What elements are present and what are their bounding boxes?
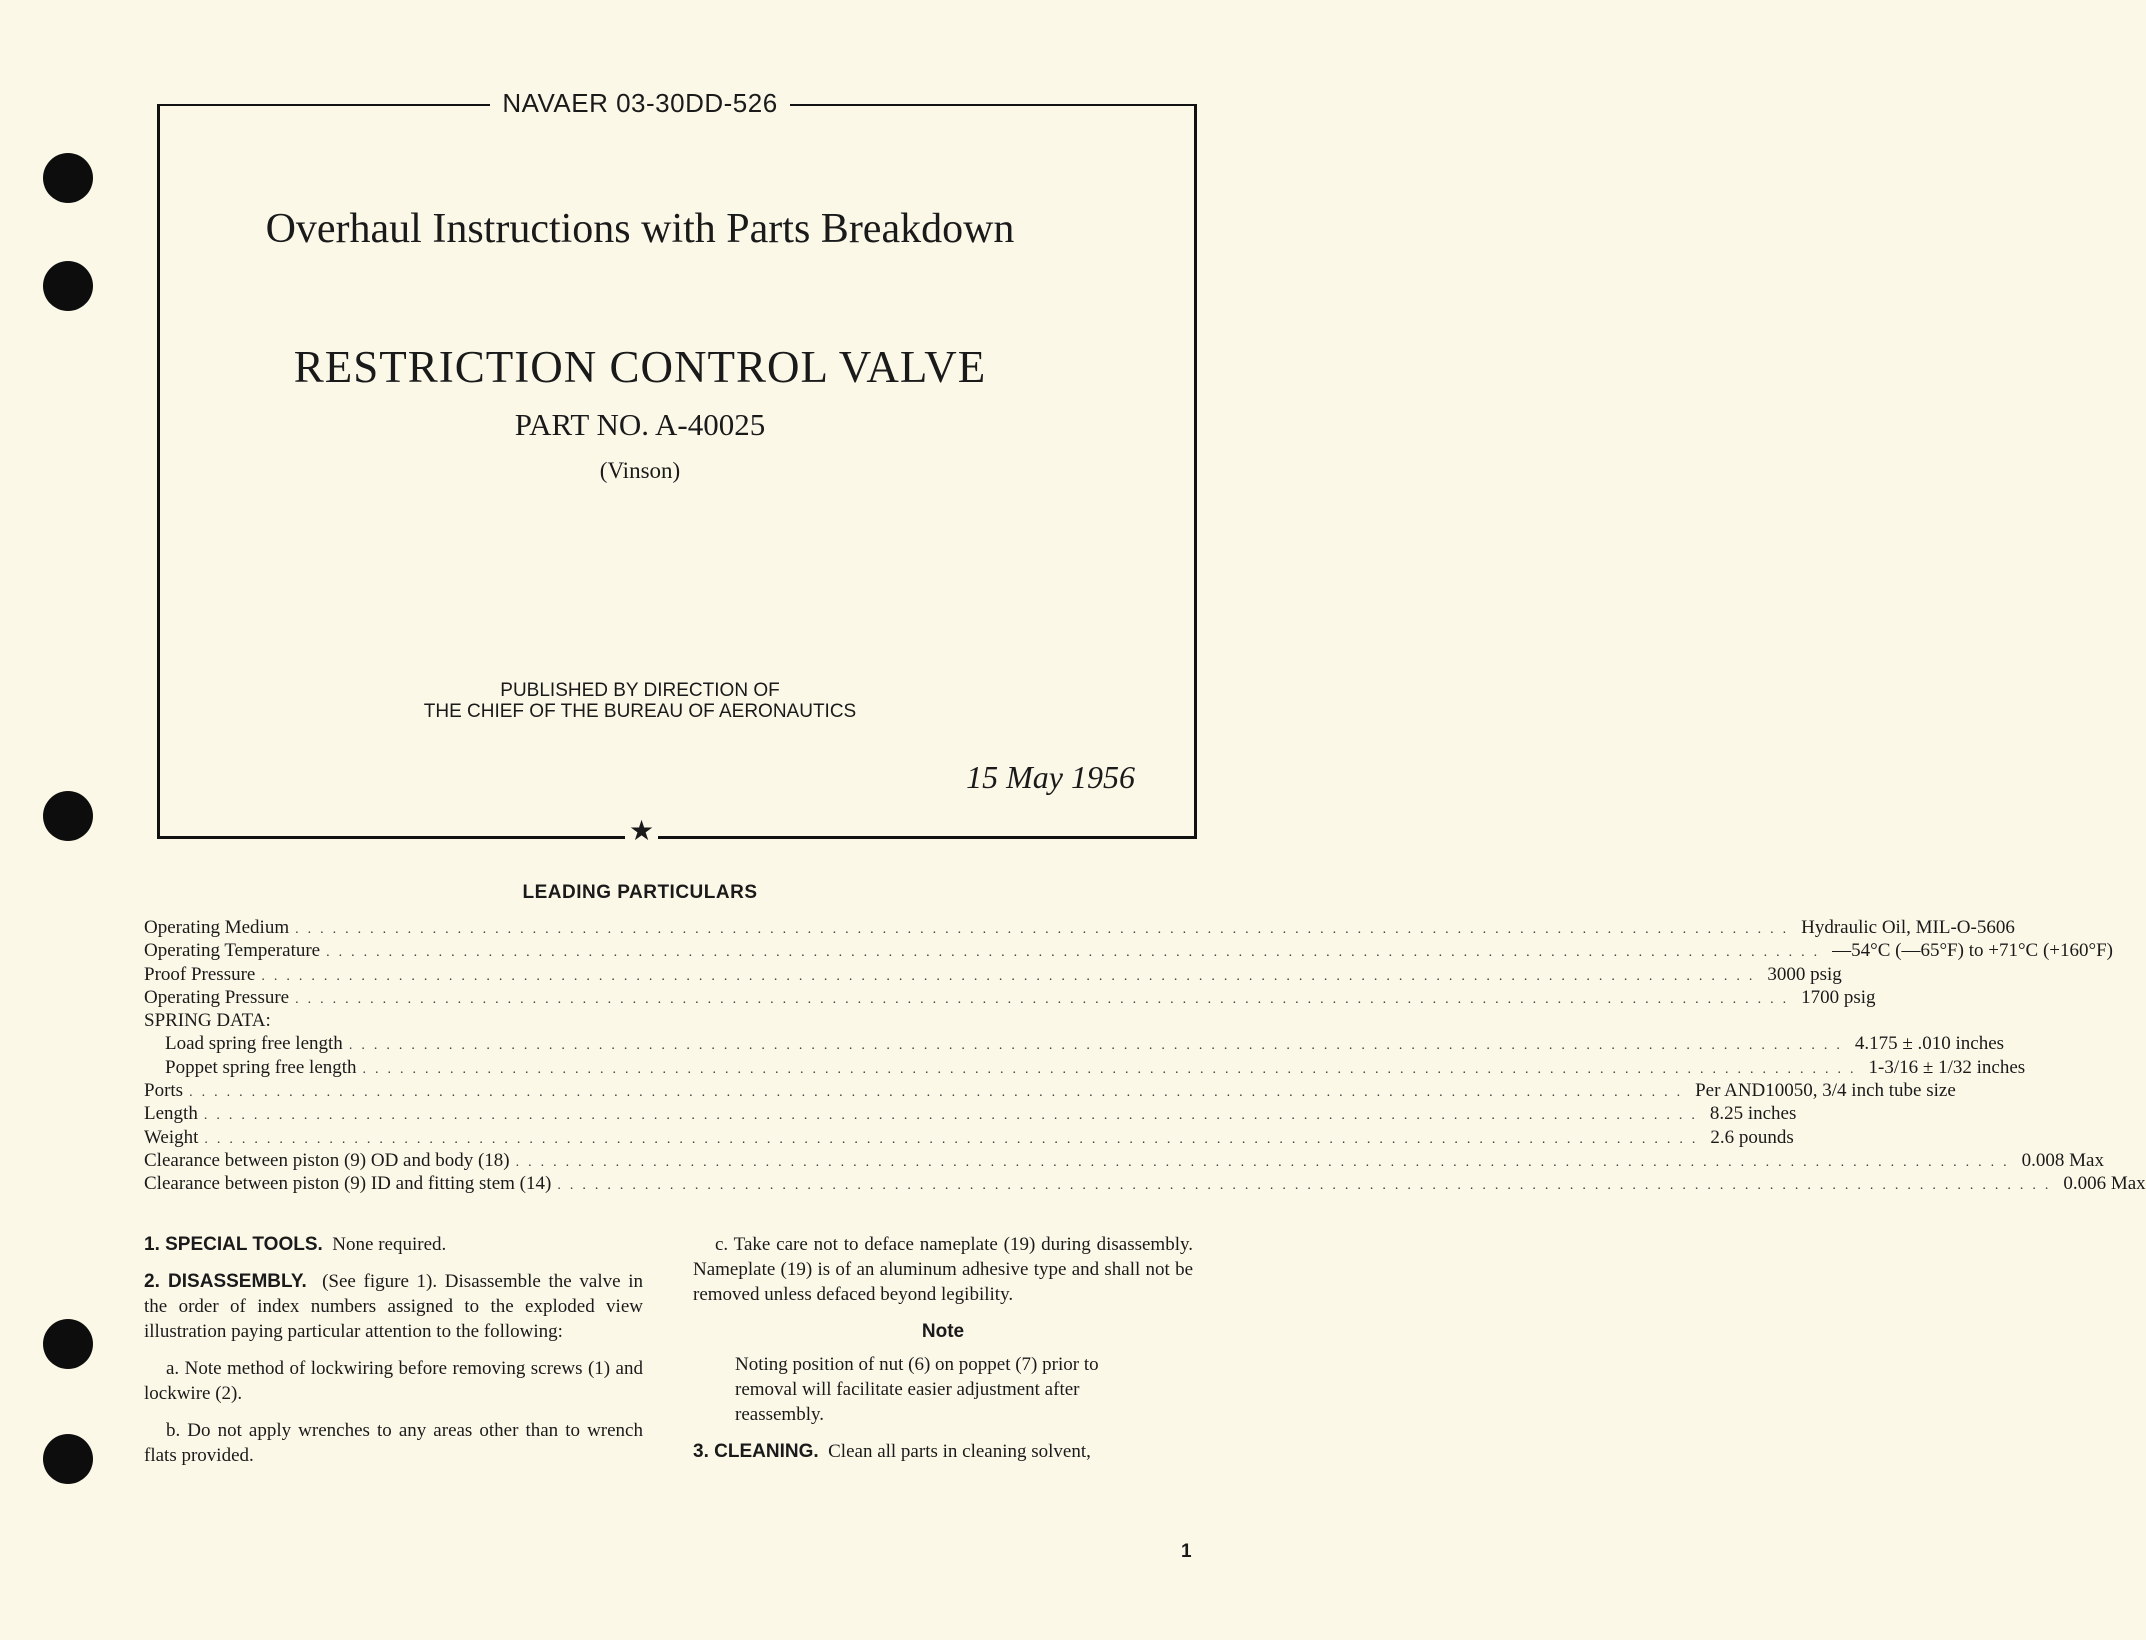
particulars-row <box>144 1032 2005 1055</box>
particulars-value: Per AND10050, 3/4 inch tube size <box>1695 1080 1956 1102</box>
particulars-label: Operating Pressure <box>144 986 290 1008</box>
particulars-row <box>144 1056 2026 1079</box>
star-ornament: ★ <box>625 818 658 846</box>
particulars-row <box>144 1126 1794 1149</box>
particulars-value: 0.008 Max <box>2021 1149 2104 1171</box>
particulars-label: Clearance between piston (9) OD and body (18) <box>144 1149 510 1171</box>
section-1-text: None required. <box>332 1234 447 1255</box>
particulars-row <box>144 1079 1956 1102</box>
leader-dots: ........................................................................................................................ <box>362 1061 1863 1077</box>
leader-dots: ........................................................................................................................ <box>515 1154 2016 1170</box>
document-title: Overhaul Instructions with Parts Breakdown <box>265 206 1015 252</box>
particulars-row <box>144 1102 1797 1125</box>
note-text: Noting position of nut (6) on poppet (7) prior to removal will facilitate easier adjustment after reassembly. <box>735 1354 1099 1425</box>
published-by-line2: THE CHIEF OF THE BUREAU OF AERONAUTICS <box>423 701 857 722</box>
right-column <box>693 1232 1193 1476</box>
leader-dots: ........................................................................................................................ <box>189 1085 1690 1101</box>
punch-hole <box>43 1434 93 1484</box>
particulars-label: Weight <box>144 1126 199 1148</box>
punch-hole <box>43 791 93 841</box>
leader-dots: ........................................................................................................................ <box>295 922 1796 937</box>
subject-title: RESTRICTION CONTROL VALVE <box>293 342 987 392</box>
punch-hole <box>43 153 93 203</box>
particulars-value: 3000 psig <box>1767 963 1842 985</box>
leader-dots: ........................................................................................................................ <box>348 1038 1849 1054</box>
manufacturer: (Vinson) <box>599 458 681 483</box>
section-2-item-a: a. Note method of lockwiring before removing screws (1) and lockwire (2). <box>144 1358 643 1404</box>
page-number: 1 <box>1181 1541 1192 1562</box>
section-2-item-c: c. Take care not to deface nameplate (19) during disassembly. Nameplate (19) is of an aluminum adhesive type and shall not be removed unless defaced beyond legibility. <box>693 1234 1193 1305</box>
leader-dots: ........................................................................................................................ <box>557 1178 2058 1194</box>
particulars-label: Proof Pressure <box>144 963 256 985</box>
section-2-heading: 2. DISASSEMBLY. <box>144 1271 307 1292</box>
particulars-value: 1700 psig <box>1801 986 1876 1008</box>
particulars-value: 2.6 pounds <box>1710 1126 1794 1148</box>
leader-dots: ........................................................................................................................ <box>204 1131 1705 1147</box>
section-3-heading: 3. CLEANING. <box>693 1441 819 1462</box>
particulars-label: Length <box>144 1103 198 1125</box>
section-1-heading: 1. SPECIAL TOOLS. <box>144 1234 323 1255</box>
particulars-row <box>144 916 2015 939</box>
left-column <box>144 1232 643 1480</box>
section-3-text: Clean all parts in cleaning solvent, <box>828 1441 1091 1462</box>
leading-particulars-title: LEADING PARTICULARS <box>522 882 758 903</box>
particulars-label: Operating Medium <box>144 917 290 938</box>
document-number: NAVAER 03-30DD-526 <box>0 88 1280 119</box>
section-2-text: (See figure 1). Disassemble the valve in the order of index numbers assigned to the exploded view illustration paying particular attention to the following: <box>144 1271 643 1342</box>
particulars-label: Clearance between piston (9) ID and fitting stem (14) <box>144 1173 552 1195</box>
section-2-item-b: b. Do not apply wrenches to any areas other than to wrench flats provided. <box>144 1420 643 1466</box>
punch-hole <box>43 1319 93 1369</box>
note-title: Note <box>921 1321 965 1342</box>
particulars-row <box>144 1172 2146 1195</box>
leader-dots: ........................................................................................................................ <box>326 945 1827 961</box>
particulars-value: 1-3/16 ± 1/32 inches <box>1868 1056 2026 1078</box>
particulars-value: 8.25 inches <box>1709 1103 1797 1125</box>
particulars-row <box>144 963 1842 986</box>
particulars-value: Hydraulic Oil, MIL-O-5606 <box>1801 917 2015 938</box>
publication-date: 15 May 1956 <box>966 759 1135 795</box>
particulars-row <box>144 1149 2104 1172</box>
particulars-label: Ports <box>144 1080 184 1102</box>
particulars-label: Operating Temperature <box>144 940 321 962</box>
leader-dots: ........................................................................................................................ <box>203 1108 1704 1124</box>
particulars-label: SPRING DATA: <box>144 1010 271 1032</box>
particulars-value: 0.006 Max <box>2063 1173 2146 1195</box>
punch-hole <box>43 261 93 311</box>
part-number: PART NO. A-40025 <box>514 407 766 442</box>
particulars-row <box>144 1009 1193 1032</box>
published-by-line1: PUBLISHED BY DIRECTION OF <box>500 680 780 701</box>
particulars-row <box>144 986 1876 1009</box>
particulars-value: 4.175 ± .010 inches <box>1854 1033 2005 1055</box>
particulars-label: Load spring free length <box>165 1033 343 1055</box>
particulars-label: Poppet spring free length <box>165 1056 357 1078</box>
leading-particulars-table <box>144 916 2146 1196</box>
particulars-row <box>144 939 2113 962</box>
leader-dots: ........................................................................................................................ <box>261 968 1762 984</box>
leader-dots: ........................................................................................................................ <box>295 991 1796 1007</box>
particulars-value: —54°C (—65°F) to +71°C (+160°F) <box>1832 940 2113 962</box>
